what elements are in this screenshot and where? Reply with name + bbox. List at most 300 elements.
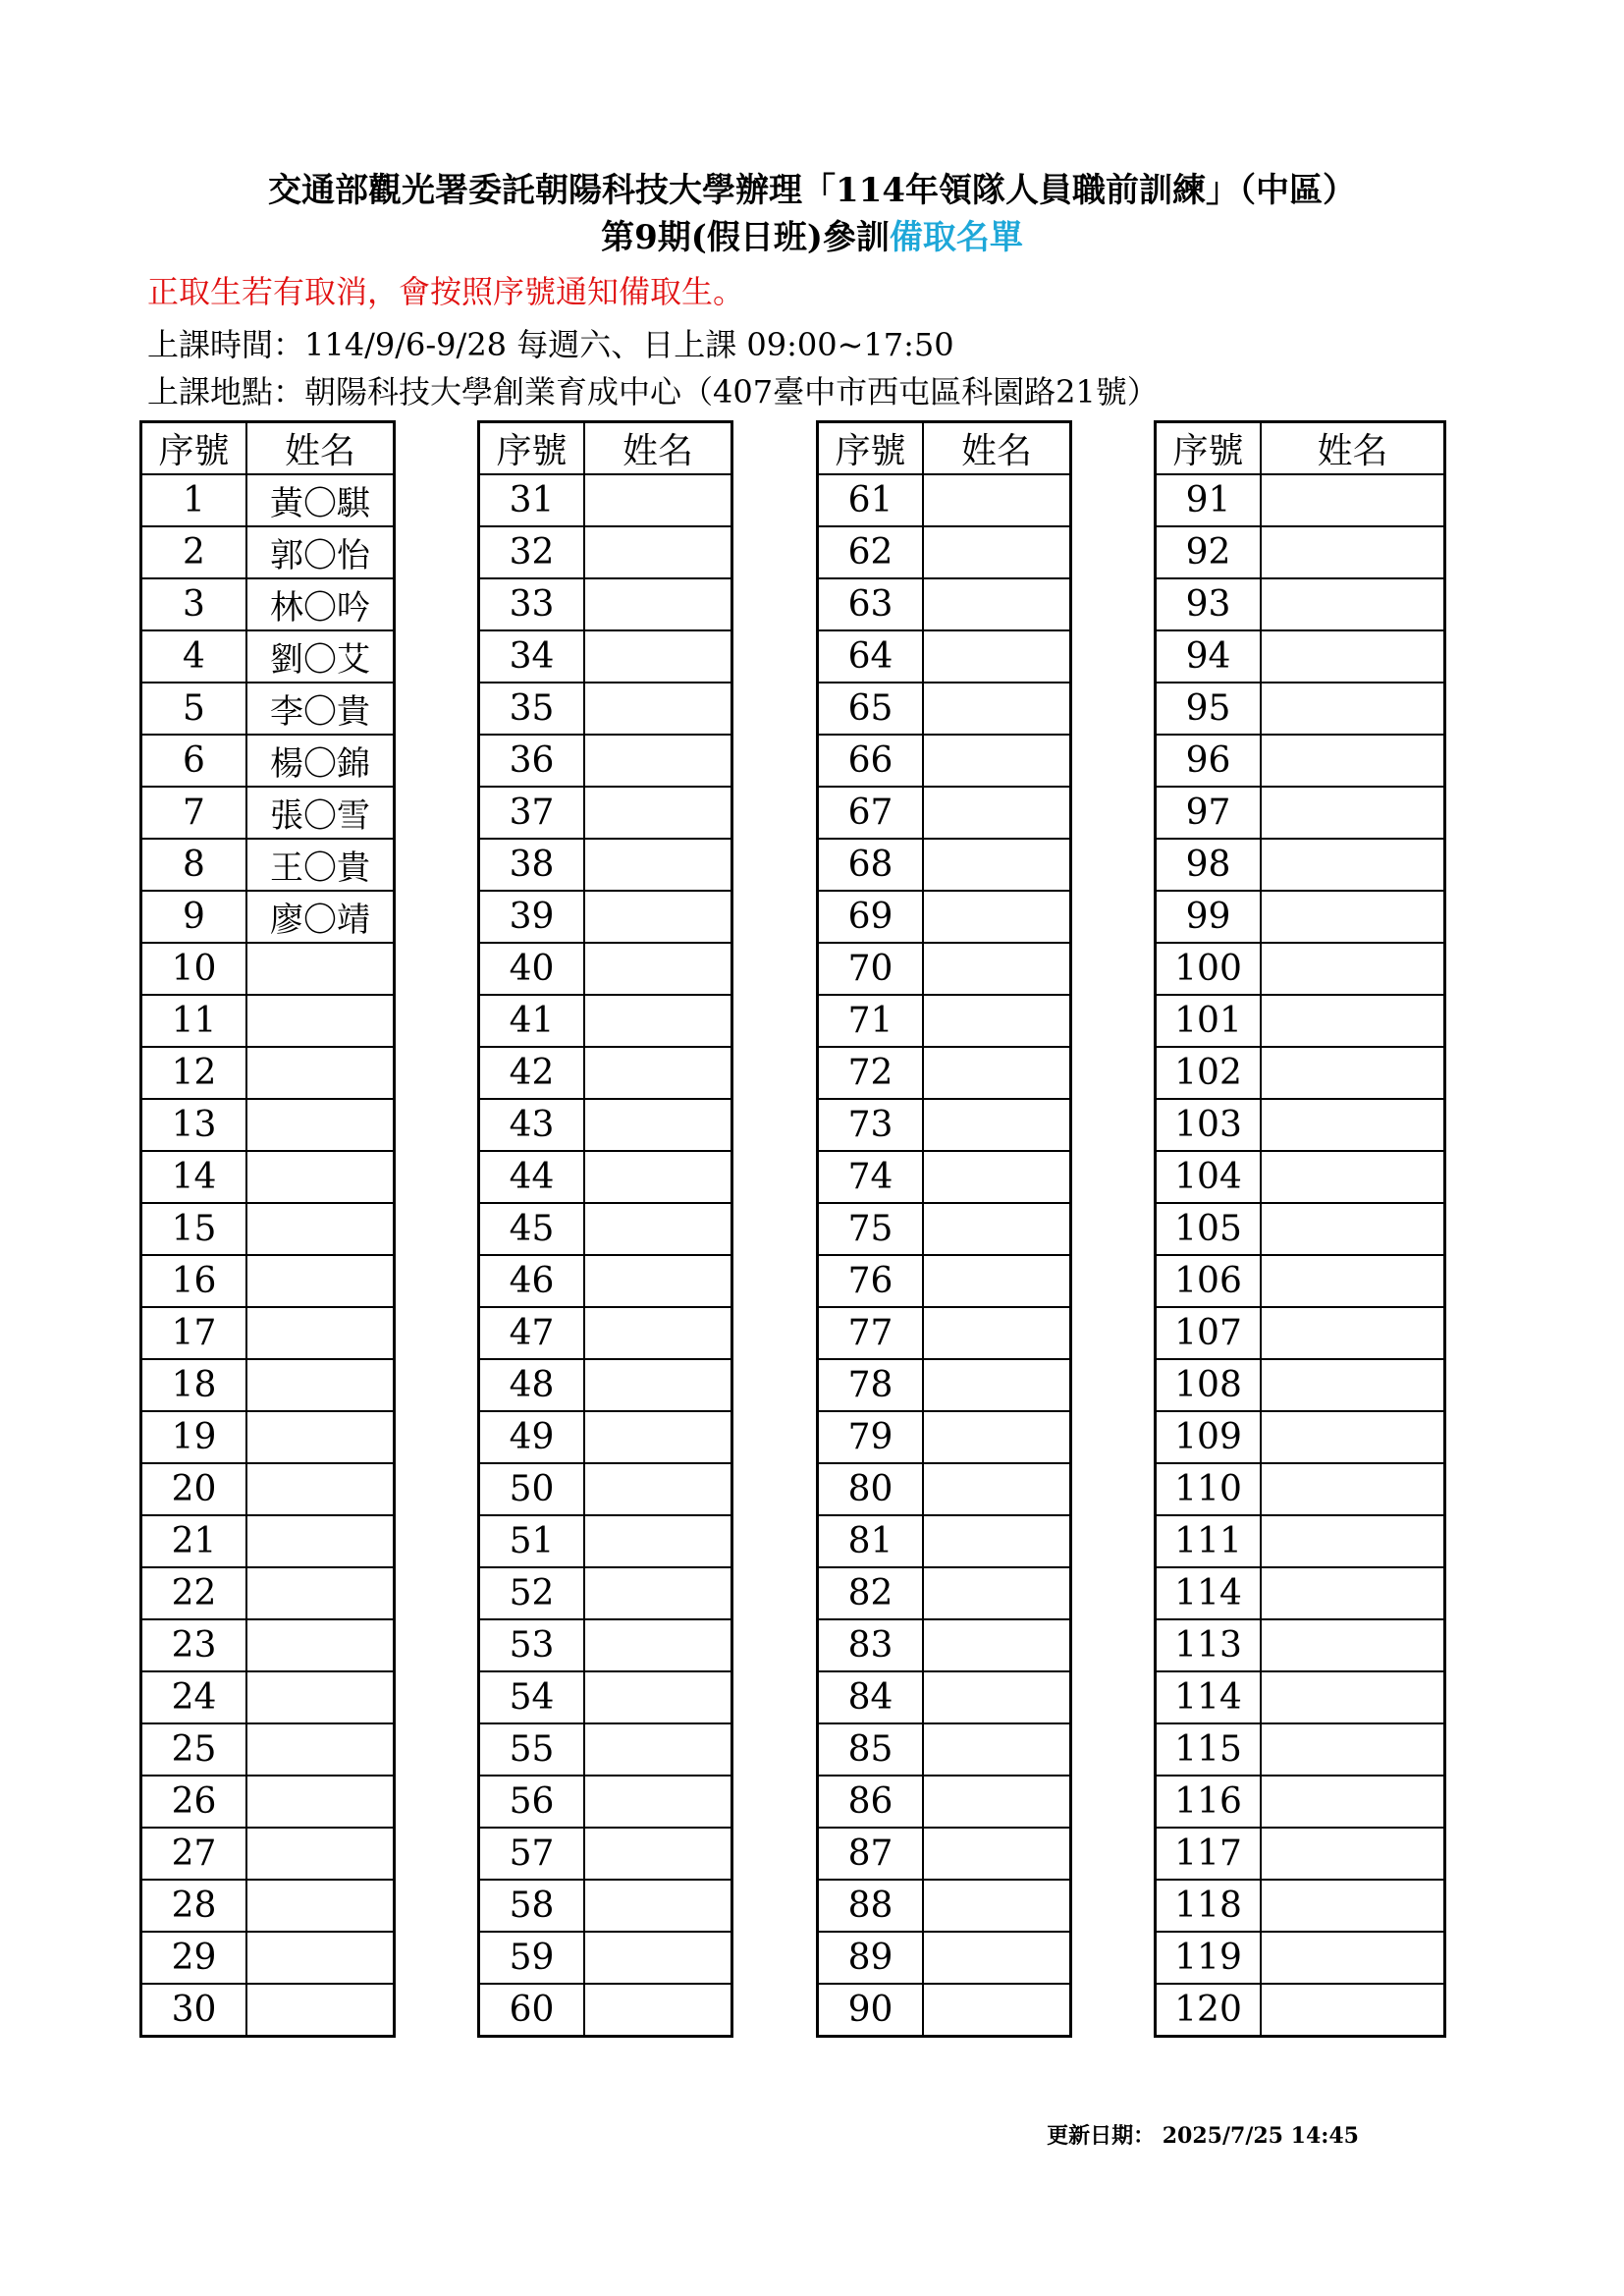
row-number: 26 [141,1776,247,1828]
row-name [923,1984,1071,2037]
row-name [1261,1463,1445,1515]
row-name [1261,1723,1445,1776]
table-row [479,1671,732,1723]
table-row [1156,1567,1445,1619]
row-number: 105 [1156,1203,1262,1255]
row-name [1261,1932,1445,1984]
row-number: 6 [141,735,247,787]
row-number: 82 [818,1567,924,1619]
row-name [246,1255,395,1307]
row-number: 49 [479,1411,585,1463]
table-row [479,787,732,839]
table-row [1156,1932,1445,1984]
row-name [584,526,732,578]
row-name [1261,683,1445,735]
row-number: 111 [1156,1515,1262,1567]
table-row [1156,1099,1445,1151]
table-row [818,683,1071,735]
row-name [1261,1828,1445,1880]
row-number: 36 [479,735,585,787]
row-name [1261,1307,1445,1359]
row-number: 18 [141,1359,247,1411]
table-row [818,995,1071,1047]
table-row [818,1463,1071,1515]
row-name [1261,995,1445,1047]
row-number: 34 [479,630,585,683]
row-number: 47 [479,1307,585,1359]
table-row [141,839,395,891]
row-name [1261,839,1445,891]
table-row [818,839,1071,891]
row-name [1261,1359,1445,1411]
row-number: 42 [479,1047,585,1099]
row-name [923,995,1071,1047]
table-row [479,1515,732,1567]
row-name [246,995,395,1047]
row-number: 56 [479,1776,585,1828]
row-name [923,1723,1071,1776]
row-name [923,630,1071,683]
row-number: 77 [818,1307,924,1359]
table-row [141,1828,395,1880]
table-row [479,526,732,578]
row-number: 64 [818,630,924,683]
row-number: 39 [479,891,585,943]
row-number: 106 [1156,1255,1262,1307]
table-row [479,1828,732,1880]
row-number: 48 [479,1359,585,1411]
row-name [1261,943,1445,995]
row-number: 40 [479,943,585,995]
header-no: 序號 [818,422,924,475]
row-number: 61 [818,474,924,526]
row-name [1261,1776,1445,1828]
row-number: 116 [1156,1776,1262,1828]
row-number: 86 [818,1776,924,1828]
update-date: 更新日期： 2025/7/25 14:45 [1047,2123,1359,2149]
table-header-row [479,422,732,475]
row-name [584,1099,732,1151]
table-row [818,787,1071,839]
table-row [1156,1776,1445,1828]
row-name [923,526,1071,578]
row-number: 33 [479,578,585,630]
row-name [246,1463,395,1515]
row-name [246,1515,395,1567]
row-name [246,1723,395,1776]
row-number: 23 [141,1619,247,1671]
row-number: 17 [141,1307,247,1359]
table-row [818,1776,1071,1828]
row-number: 118 [1156,1880,1262,1932]
table-row [818,1411,1071,1463]
table-row [141,1984,395,2037]
table-row [141,1255,395,1307]
table-row [479,1151,732,1203]
row-number: 71 [818,995,924,1047]
table-row [1156,1671,1445,1723]
row-name: 廖〇靖 [246,891,395,943]
table-header-row [141,422,395,475]
row-number: 13 [141,1099,247,1151]
row-name [246,943,395,995]
row-name [1261,891,1445,943]
table-row [818,474,1071,526]
row-number: 120 [1156,1984,1262,2037]
row-name [584,1880,732,1932]
row-name: 王〇貴 [246,839,395,891]
row-number: 99 [1156,891,1262,943]
row-number: 87 [818,1828,924,1880]
row-number: 51 [479,1515,585,1567]
table-row [818,1828,1071,1880]
row-name [246,1776,395,1828]
table-row [1156,995,1445,1047]
row-name [246,1151,395,1203]
row-number: 100 [1156,943,1262,995]
row-name [584,943,732,995]
row-number: 80 [818,1463,924,1515]
roster-table-3 [816,420,1072,2038]
table-row [1156,1203,1445,1255]
row-number: 94 [1156,630,1262,683]
row-number: 15 [141,1203,247,1255]
row-number: 72 [818,1047,924,1099]
table-row [1156,1255,1445,1307]
row-name [584,1776,732,1828]
row-number: 117 [1156,1828,1262,1880]
row-number: 37 [479,787,585,839]
table-row [479,1411,732,1463]
table-row [818,943,1071,995]
row-number: 113 [1156,1619,1262,1671]
table-row [479,1880,732,1932]
row-name [923,1671,1071,1723]
table-row [141,526,395,578]
row-name: 黃〇騏 [246,474,395,526]
table-row [479,1776,732,1828]
row-name [923,1776,1071,1828]
row-name [584,683,732,735]
row-name [246,1359,395,1411]
row-name [1261,474,1445,526]
row-number: 53 [479,1619,585,1671]
table-row [479,1463,732,1515]
row-number: 96 [1156,735,1262,787]
row-number: 66 [818,735,924,787]
row-name [584,474,732,526]
row-number: 89 [818,1932,924,1984]
table-row [818,1359,1071,1411]
table-row [1156,1828,1445,1880]
row-number: 5 [141,683,247,735]
table-row [1156,1151,1445,1203]
row-number: 114 [1156,1671,1262,1723]
table-row [141,1776,395,1828]
row-number: 102 [1156,1047,1262,1099]
row-number: 108 [1156,1359,1262,1411]
table-row [818,1515,1071,1567]
table-row [141,630,395,683]
row-name: 林〇吟 [246,578,395,630]
row-number: 92 [1156,526,1262,578]
table-row [479,578,732,630]
table-row [818,1671,1071,1723]
row-number: 7 [141,787,247,839]
row-name [584,839,732,891]
row-name [246,1203,395,1255]
row-name [923,839,1071,891]
header-name: 姓名 [1261,422,1445,475]
table-row [818,1255,1071,1307]
row-number: 70 [818,943,924,995]
row-number: 8 [141,839,247,891]
table-row [141,1880,395,1932]
table-header-row [818,422,1071,475]
row-number: 35 [479,683,585,735]
row-name [584,1359,732,1411]
table-row [479,1099,732,1151]
row-name [1261,1515,1445,1567]
table-row [479,735,732,787]
row-name [923,1307,1071,1359]
table-row [479,1203,732,1255]
table-header-row [1156,422,1445,475]
row-number: 67 [818,787,924,839]
row-name [923,735,1071,787]
row-number: 83 [818,1619,924,1671]
row-number: 50 [479,1463,585,1515]
row-name [246,1047,395,1099]
table-row [1156,1515,1445,1567]
row-name [1261,1255,1445,1307]
table-row [141,1671,395,1723]
row-number: 12 [141,1047,247,1099]
table-row [479,630,732,683]
table-row [479,943,732,995]
row-name [923,1151,1071,1203]
row-number: 14 [141,1151,247,1203]
header-no: 序號 [479,422,585,475]
header-name: 姓名 [584,422,732,475]
table-row [141,1515,395,1567]
row-number: 93 [1156,578,1262,630]
row-name [923,1828,1071,1880]
row-number: 90 [818,1984,924,2037]
table-row [479,1307,732,1359]
row-name [246,1567,395,1619]
row-number: 45 [479,1203,585,1255]
row-name [923,1203,1071,1255]
table-row [1156,1047,1445,1099]
table-row [479,891,732,943]
row-name [923,578,1071,630]
row-number: 16 [141,1255,247,1307]
row-number: 101 [1156,995,1262,1047]
row-number: 31 [479,474,585,526]
row-name [584,1723,732,1776]
row-name [584,1671,732,1723]
table-row [141,578,395,630]
table-row [818,1984,1071,2037]
row-name [584,1307,732,1359]
subtitle-highlight: 備取名單 [889,218,1023,257]
row-number: 103 [1156,1099,1262,1151]
row-number: 46 [479,1255,585,1307]
row-number: 22 [141,1567,247,1619]
row-number: 25 [141,1723,247,1776]
table-row [1156,839,1445,891]
row-name [923,1932,1071,1984]
subtitle-prefix: 第9期(假日班)參訓 [601,218,890,257]
row-number: 43 [479,1099,585,1151]
row-name [584,1203,732,1255]
row-number: 63 [818,578,924,630]
table-row [141,943,395,995]
row-name [1261,1151,1445,1203]
row-name [246,1671,395,1723]
row-number: 11 [141,995,247,1047]
table-row [818,1723,1071,1776]
header-name: 姓名 [923,422,1071,475]
table-row [1156,1307,1445,1359]
header-no: 序號 [141,422,247,475]
table-row [479,683,732,735]
row-name: 李〇貴 [246,683,395,735]
row-name [584,1411,732,1463]
header-name: 姓名 [246,422,395,475]
row-number: 95 [1156,683,1262,735]
row-name [923,683,1071,735]
table-row [479,474,732,526]
row-number: 114 [1156,1567,1262,1619]
row-number: 24 [141,1671,247,1723]
table-row [479,839,732,891]
row-name [1261,578,1445,630]
table-row [818,1880,1071,1932]
table-row [1156,1619,1445,1671]
table-row [141,735,395,787]
table-row [818,1099,1071,1151]
row-number: 3 [141,578,247,630]
row-name [584,1619,732,1671]
table-row [818,1932,1071,1984]
table-row [818,1203,1071,1255]
row-number: 1 [141,474,247,526]
row-number: 91 [1156,474,1262,526]
row-number: 21 [141,1515,247,1567]
row-number: 76 [818,1255,924,1307]
row-name [584,787,732,839]
table-row [818,526,1071,578]
table-row [141,1151,395,1203]
table-row [1156,474,1445,526]
table-row [1156,578,1445,630]
row-name [923,1099,1071,1151]
row-name [584,1047,732,1099]
row-number: 19 [141,1411,247,1463]
row-name [584,1932,732,1984]
row-name [246,1099,395,1151]
row-number: 107 [1156,1307,1262,1359]
row-name [246,1828,395,1880]
table-row [141,1203,395,1255]
table-row [1156,1984,1445,2037]
row-name [584,578,732,630]
notice-text: 正取生若有取消，會按照序號通知備取生。 [147,273,745,310]
row-name [246,1984,395,2037]
table-row [479,1984,732,2037]
table-row [818,1567,1071,1619]
row-name [923,474,1071,526]
row-name: 郭〇怡 [246,526,395,578]
row-number: 32 [479,526,585,578]
roster-table-4 [1154,420,1446,2038]
row-name [1261,1099,1445,1151]
table-row [1156,1359,1445,1411]
row-name [1261,1203,1445,1255]
row-name [246,1307,395,1359]
row-number: 75 [818,1203,924,1255]
table-row [1156,683,1445,735]
table-row [141,1619,395,1671]
table-row [479,1932,732,1984]
row-name [584,1984,732,2037]
table-row [141,474,395,526]
row-number: 2 [141,526,247,578]
table-row [1156,1463,1445,1515]
table-row [141,1359,395,1411]
table-row [141,683,395,735]
table-row [818,891,1071,943]
row-name [1261,1411,1445,1463]
table-row [141,995,395,1047]
row-name [923,943,1071,995]
row-number: 62 [818,526,924,578]
table-row [818,630,1071,683]
row-number: 55 [479,1723,585,1776]
table-row [1156,1723,1445,1776]
row-number: 58 [479,1880,585,1932]
header-no: 序號 [1156,422,1262,475]
row-name [923,1255,1071,1307]
row-name [584,1515,732,1567]
row-name [246,1932,395,1984]
row-number: 28 [141,1880,247,1932]
row-number: 78 [818,1359,924,1411]
table-row [141,1047,395,1099]
table-row [1156,943,1445,995]
row-name [923,1463,1071,1515]
row-name [246,1411,395,1463]
table-row [141,1099,395,1151]
table-row [818,1047,1071,1099]
row-name [1261,787,1445,839]
row-name [584,1828,732,1880]
row-number: 119 [1156,1932,1262,1984]
row-name [923,1880,1071,1932]
row-name [923,1619,1071,1671]
table-row [1156,1880,1445,1932]
table-row [1156,787,1445,839]
row-name [584,735,732,787]
row-number: 52 [479,1567,585,1619]
table-row [141,787,395,839]
row-number: 81 [818,1515,924,1567]
row-number: 30 [141,1984,247,2037]
table-row [141,1463,395,1515]
table-row [818,1151,1071,1203]
